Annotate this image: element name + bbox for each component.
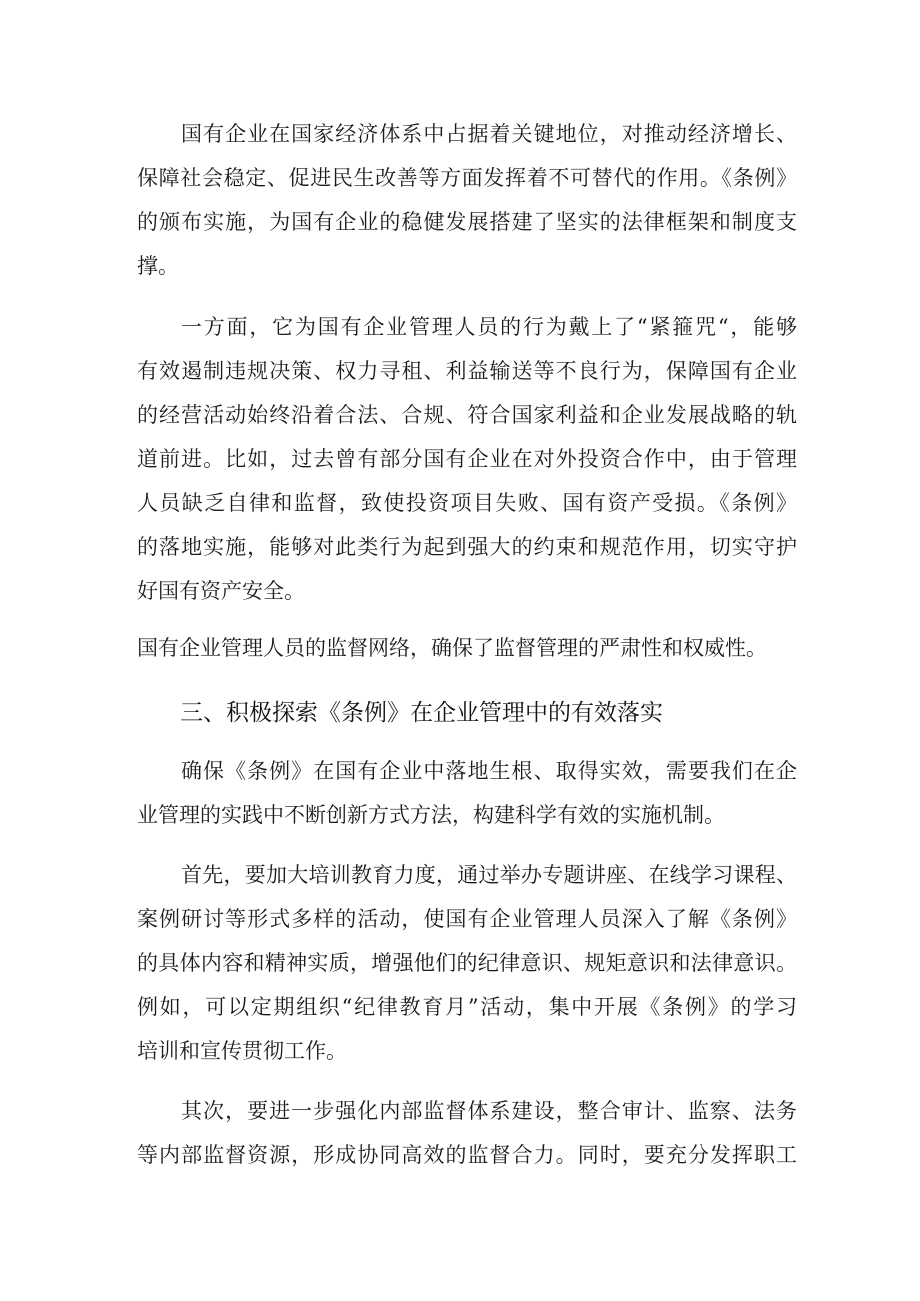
section-heading: 三、积极探索《条例》在企业管理中的有效落实 <box>180 700 663 726</box>
paragraph-2-line-7: 好国有资产安全。 <box>137 579 305 603</box>
paragraph-1-line-1: 国有企业在国家经济体系中占据着关键地位，对推动经济增长、 <box>181 122 797 146</box>
paragraph-2-line-2: 有效遏制违规决策、权力寻租、利益输送等不良行为，保障国有企业 <box>137 359 797 383</box>
section-paragraph-3-line-2: 等内部监督资源，形成协同高效的监督合力。同时，要充分发挥职工 <box>137 1143 797 1167</box>
paragraph-2-line-5: 人员缺乏自律和监督，致使投资项目失败、国有资产受损。《条例》 <box>137 491 797 515</box>
paragraph-1-line-2: 保障社会稳定、促进民生改善等方面发挥着不可替代的作用。《条例》 <box>137 166 797 190</box>
paragraph-1-line-3: 的颁布实施，为国有企业的稳健发展搭建了坚实的法律框架和制度支 <box>137 210 797 234</box>
paragraph-2-line-4: 道前进。比如，过去曾有部分国有企业在对外投资合作中，由于管理 <box>137 447 797 471</box>
section-paragraph-1-line-1: 确保《条例》在国有企业中落地生根、取得实效，需要我们在企 <box>181 759 797 783</box>
paragraph-2-line-1: 一方面，它为国有企业管理人员的行为戴上了“紧箍咒“，能够 <box>181 315 797 339</box>
paragraph-1-line-4: 撑。 <box>137 254 179 278</box>
section-paragraph-2-line-1: 首先，要加大培训教育力度，通过举办专题讲座、在线学习课程、 <box>181 863 797 887</box>
section-paragraph-2-line-2: 案例研讨等形式多样的活动，使国有企业管理人员深入了解《条例》 <box>137 907 797 931</box>
paragraph-2-line-3: 的经营活动始终沿着合法、合规、符合国家利益和企业发展战略的轨 <box>137 403 797 427</box>
paragraph-2-line-6: 的落地实施，能够对此类行为起到强大的约束和规范作用，切实守护 <box>137 535 797 559</box>
section-paragraph-3-line-1: 其次，要进一步强化内部监督体系建设，整合审计、监察、法务 <box>181 1099 797 1123</box>
section-paragraph-1-line-2: 业管理的实践中不断创新方式方法，构建科学有效的实施机制。 <box>137 803 725 827</box>
section-paragraph-2-line-5: 培训和宣传贯彻工作。 <box>137 1039 347 1063</box>
paragraph-3-line-1: 国有企业管理人员的监督网络，确保了监督管理的严肃性和权威性。 <box>137 636 767 660</box>
section-paragraph-2-line-3: 的具体内容和精神实质，增强他们的纪律意识、规矩意识和法律意识。 <box>137 951 797 975</box>
section-paragraph-2-line-4: 例如，可以定期组织“纪律教育月”活动，集中开展《条例》的学习 <box>137 995 797 1019</box>
